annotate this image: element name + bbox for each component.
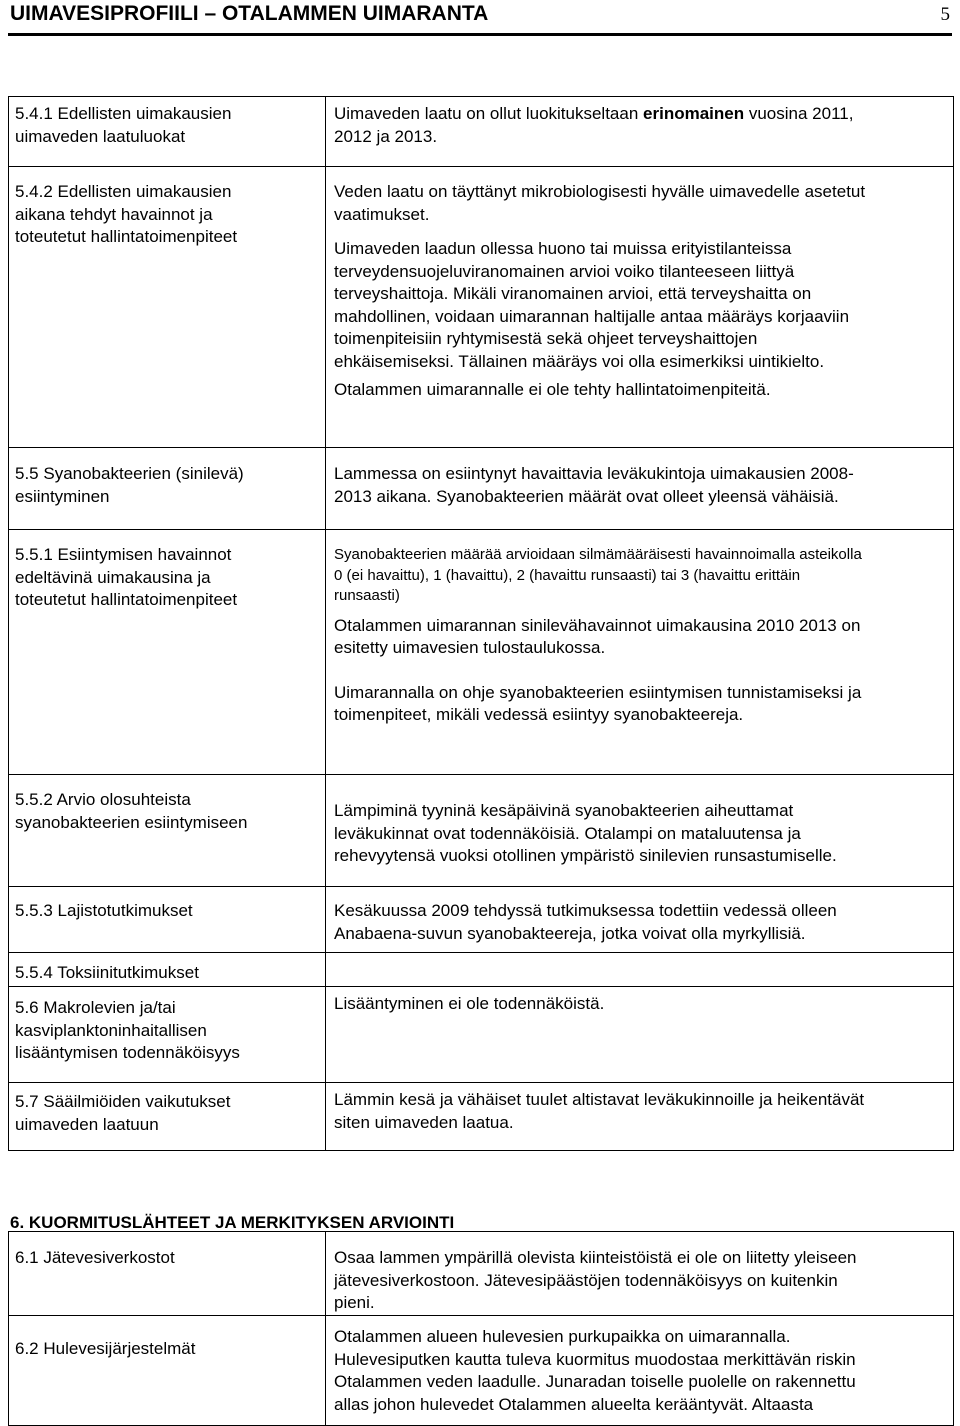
paragraph: Lammessa on esiintynyt havaittavia leväkukintoja uimakausien 2008- 2013 aikana. Syanobakteerien määrät ovat olleet yleensä vähäisiä. — [334, 464, 854, 506]
document-title: UIMAVESIPROFIILI – OTALAMMEN UIMARANTA — [10, 2, 489, 25]
row-label-cell — [9, 775, 326, 887]
row-content-cell — [326, 887, 954, 953]
page-number: 5 — [940, 4, 950, 25]
row-label-cell — [9, 97, 326, 167]
paragraph: Otalammen uimarannan sinilevähavainnot uimakausina 2010 2013 on esitetty uimavesien tulostaulukossa. — [334, 615, 861, 657]
row-label: 5.7 Sääilmiöiden vaikutukset uimaveden laatuun — [15, 1092, 231, 1134]
table-row-5-5-1 — [9, 530, 954, 775]
section-heading-6: 6. KUORMITUSLÄHTEET JA MERKITYKSEN ARVIOINTI — [10, 1213, 455, 1232]
row-content-cell — [326, 530, 954, 775]
row-content-cell — [326, 1083, 954, 1151]
table-row-5-7 — [9, 1083, 954, 1151]
table-row-5-4-2 — [9, 167, 954, 448]
page-header — [8, 0, 952, 38]
row-content-cell — [326, 987, 954, 1083]
row-content-cell — [326, 448, 954, 530]
paragraph: Kesäkuussa 2009 tehdyssä tutkimuksessa todettiin vedessä olleen Anabaena-suvun syanobakteereja, jotka voivat olla myrkyllisiä. — [334, 901, 837, 943]
row-content-cell — [326, 953, 954, 987]
row-label-cell — [9, 1316, 326, 1426]
row-label: 5.4.2 Edellisten uimakausien aikana tehdyt havainnot ja toteutetut hallintatoimenpiteet — [15, 182, 238, 246]
paragraph: Syanobakteerien määrää arvioidaan silmämääräisesti havainnoimalla asteikolla 0 (ei havaittu), 1 (havaittu), 2 (havaittu runsaasti) tai 3 (havaittu erittäin runsaasti) — [334, 546, 862, 604]
paragraph: Lisääntyminen ei ole todennäköistä. — [334, 994, 605, 1013]
row-label: 6.1 Jätevesiverkostot — [15, 1248, 175, 1267]
paragraph: Otalammen alueen hulevesien purkupaikka on uimarannalla. Hulevesiputken kautta tuleva kuormitus muodostaa merkittävän riskin Otalammen veden laadulle. Junaradan toiselle puolelle on rakennettu allas johon hulevedet Otalammen alueelta kerääntyvät. Altaasta — [334, 1327, 856, 1414]
rating-emphasis: erinomainen — [643, 104, 745, 123]
profile-table — [8, 96, 954, 1151]
row-label-cell — [9, 987, 326, 1083]
row-label: 5.5.2 Arvio olosuhteista syanobakteerien esiintymiseen — [15, 790, 248, 832]
paragraph: Lämmin kesä ja vähäiset tuulet altistavat leväkukinnoille ja heikentävät siten uimaveden laatua. — [334, 1090, 865, 1132]
paragraph: Otalammen uimarannalle ei ole tehty hallintatoimenpiteitä. — [334, 380, 771, 399]
table-row-5-4-1 — [9, 97, 954, 167]
table-row-5-5-4 — [9, 953, 954, 987]
table-row-6-1 — [9, 1232, 954, 1316]
row-label-cell — [9, 530, 326, 775]
row-label-cell — [9, 1232, 326, 1316]
row-content-cell — [326, 1232, 954, 1316]
paragraph: Uimarannalla on ohje syanobakteerien esiintymisen tunnistamiseksi ja toimenpiteet, mikäli vedessä esiintyy syanobakteereja. — [334, 682, 862, 724]
header-divider — [8, 33, 952, 36]
table-row-5-5-3 — [9, 887, 954, 953]
row-content-cell — [326, 167, 954, 448]
row-label: 5.5.4 Toksiinitutkimukset — [15, 963, 199, 982]
row-label-cell — [9, 448, 326, 530]
row-content-cell — [326, 775, 954, 887]
table-row-5-6 — [9, 987, 954, 1083]
row-content-cell — [326, 1316, 954, 1426]
row-label: 5.4.1 Edellisten uimakausien uimaveden laatuluokat — [15, 104, 232, 146]
row-label: 5.5 Syanobakteerien (sinilevä) esiintyminen — [15, 464, 244, 506]
row-label: 5.6 Makrolevien ja/tai kasviplanktoninhaitallisen lisääntymisen todennäköisyys — [15, 998, 240, 1062]
paragraph: Uimaveden laadun ollessa huono tai muissa erityistilanteissa terveydensuojeluviranomainen arvioi voiko tilanteeseen liittyä terveyshaittoja. Mikäli viranomainen arvioi, että terveyshaitta on mahdollinen, voidaan uimarannan haltijalle antaa määräys korjaaviin toimenpiteisiin ryhtymisestä sekä ohjeet terveyshaittojen ehkäisemiseksi. Tällainen määräys voi olla esimerkiksi uintikielto. — [334, 239, 850, 371]
row-label-cell — [9, 1083, 326, 1151]
table-row-5-5 — [9, 448, 954, 530]
row-label-cell — [9, 887, 326, 953]
table-row-5-5-2 — [9, 775, 954, 887]
paragraph: Veden laatu on täyttänyt mikrobiologisesti hyvälle uimavedelle asetetut vaatimukset. — [334, 182, 866, 224]
row-label: 6.2 Hulevesijärjestelmät — [15, 1339, 196, 1358]
water-quality-classification: Uimaveden laatu on ollut luokitukseltaan erinomainen vuosina 2011, 2012 ja 2013. — [334, 104, 854, 146]
table-row-6-2 — [9, 1316, 954, 1426]
paragraph: Osaa lammen ympärillä olevista kiinteistöistä ei ole on liitetty yleiseen jätevesiverkostoon. Jätevesipäästöjen todennäköisyys on kuitenkin pieni. — [334, 1248, 857, 1312]
load-sources-table — [8, 1231, 954, 1426]
paragraph: Lämpiminä tyyninä kesäpäivinä syanobakteerien aiheuttamat leväkukinnat ovat todennäköisiä. Otalampi on mataluutensa ja rehevyytensä vuoksi otollinen ympäristö sinilevien runsastumiselle. — [334, 801, 837, 865]
row-label: 5.5.1 Esiintymisen havainnot edeltävinä uimakausina ja toteutetut hallintatoimenpiteet — [15, 545, 238, 609]
row-label: 5.5.3 Lajistotutkimukset — [15, 901, 193, 920]
row-content-cell — [326, 97, 954, 167]
row-label-cell — [9, 167, 326, 448]
row-label-cell — [9, 953, 326, 987]
